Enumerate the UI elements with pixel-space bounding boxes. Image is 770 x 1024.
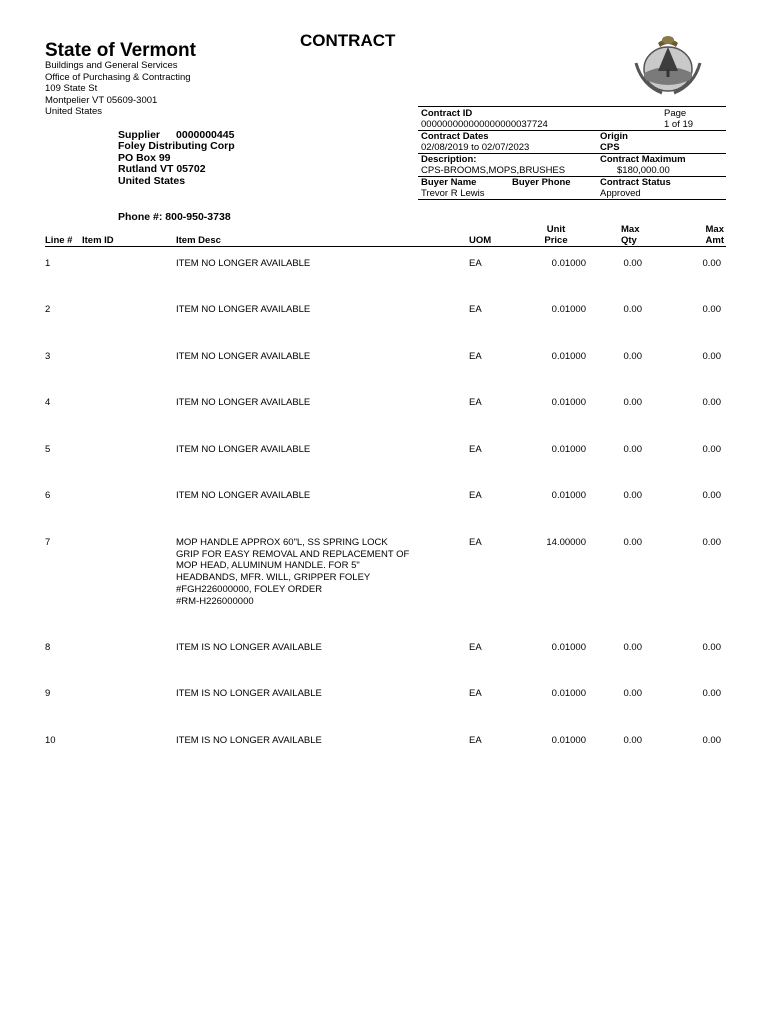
- uom-value: EA: [469, 444, 482, 455]
- max-amt-value: 0.00: [702, 642, 721, 653]
- max-qty-value: 0.00: [623, 444, 642, 455]
- contract-dates-value: 02/08/2019 to 02/07/2023: [421, 142, 530, 153]
- uom-value: EA: [469, 735, 482, 746]
- column-header-uom: UOM: [469, 235, 492, 246]
- supplier-block: [118, 130, 235, 187]
- line-number: 1: [45, 258, 51, 269]
- max-qty-value: 0.00: [623, 397, 642, 408]
- item-description: ITEM NO LONGER AVAILABLE: [176, 490, 311, 501]
- max-amt-value: 0.00: [702, 490, 721, 501]
- uom-value: EA: [469, 304, 482, 315]
- amt-label: Amt: [705, 235, 724, 246]
- max-qty-value: 0.00: [623, 735, 642, 746]
- address-line: United States: [45, 106, 103, 118]
- uom-value: EA: [469, 258, 482, 269]
- supplier-name: Foley Distributing Corp: [118, 140, 235, 153]
- buyer-phone-label: Buyer Phone: [512, 177, 571, 188]
- office-address: [45, 60, 191, 118]
- contract-dates-label: Contract Dates: [421, 131, 489, 142]
- uom-value: EA: [469, 537, 482, 548]
- max-qty-value: 0.00: [623, 688, 642, 699]
- column-header-line: Line #: [45, 235, 73, 246]
- line-number: 8: [45, 642, 51, 653]
- max-amt-value: 0.00: [702, 688, 721, 699]
- contract-status-label: Contract Status: [600, 177, 671, 188]
- contract-id-value: 000000000000000000037724: [421, 119, 548, 130]
- max-amt-value: 0.00: [702, 537, 721, 548]
- contract-maximum-label: Contract Maximum: [600, 154, 686, 165]
- organization-name: State of Vermont: [45, 40, 196, 61]
- address-line: Buildings and General Services: [45, 60, 178, 71]
- max-amt-value: 0.00: [702, 735, 721, 746]
- max-qty-value: 0.00: [623, 351, 642, 362]
- contract-id-label: Contract ID: [421, 108, 473, 119]
- line-number: 10: [45, 735, 56, 746]
- unit-price-value: 0.01000: [551, 642, 586, 653]
- address-line: Office of Purchasing & Contracting: [45, 71, 191, 83]
- column-header-max-amt: [684, 224, 724, 246]
- max-label: Max: [705, 224, 724, 235]
- buyer-name-label: Buyer Name: [421, 177, 477, 188]
- max-qty-value: 0.00: [623, 258, 642, 269]
- supplier-address-line: Rutland VT 05702: [118, 163, 206, 176]
- divider: [418, 199, 726, 200]
- description-label: Description:: [421, 154, 477, 165]
- unit-price-value: 0.01000: [551, 397, 586, 408]
- item-description: ITEM NO LONGER AVAILABLE: [176, 444, 311, 455]
- unit-price-value: 0.01000: [551, 490, 586, 501]
- unit-label: Unit: [546, 224, 566, 235]
- uom-value: EA: [469, 642, 482, 653]
- max-amt-value: 0.00: [702, 444, 721, 455]
- column-header-item-id: Item ID: [82, 235, 114, 246]
- item-description: MOP HANDLE APPROX 60"L, SS SPRING LOCK GRIP FOR EASY REMOVAL AND REPLACEMENT OF MOP HEAD, ALUMINUM HANDLE. FOR 5" HEADBANDS, MFR. WILL, GRIPPER FOLEY #FGH226000000, FOLEY ORDER #RM-H226000000: [176, 537, 410, 607]
- phone-number: 800-950-3738: [165, 211, 231, 223]
- uom-value: EA: [469, 490, 482, 501]
- line-number: 6: [45, 490, 51, 501]
- column-header-max-qty: [621, 224, 639, 246]
- line-number: 4: [45, 397, 51, 408]
- origin-label: Origin: [600, 131, 628, 142]
- uom-value: EA: [469, 351, 482, 362]
- item-description: ITEM IS NO LONGER AVAILABLE: [176, 642, 322, 653]
- item-description: ITEM NO LONGER AVAILABLE: [176, 304, 311, 315]
- column-header-item-desc: Item Desc: [176, 235, 221, 246]
- price-label: Price: [544, 235, 568, 246]
- max-amt-value: 0.00: [702, 304, 721, 315]
- item-description: ITEM NO LONGER AVAILABLE: [176, 351, 311, 362]
- supplier-phone: [118, 211, 231, 223]
- buyer-name-value: Trevor R Lewis: [421, 188, 485, 199]
- max-amt-value: 0.00: [702, 351, 721, 362]
- supplier-label: Supplier: [118, 129, 161, 141]
- supplier-country: United States: [118, 174, 186, 187]
- supplier-id: 0000000445: [176, 129, 235, 141]
- unit-price-value: 14.00000: [546, 537, 586, 548]
- vermont-state-seal-icon: [632, 33, 704, 101]
- address-line: Montpelier VT 05609-3001: [45, 94, 158, 106]
- qty-label: Qty: [621, 235, 637, 246]
- origin-value: CPS: [600, 142, 620, 153]
- phone-label: Phone #:: [118, 211, 163, 223]
- divider: [418, 106, 726, 107]
- address-line: 109 State St: [45, 83, 98, 95]
- max-qty-value: 0.00: [623, 490, 642, 501]
- unit-price-value: 0.01000: [551, 688, 586, 699]
- page-value: 1 of 19: [664, 119, 694, 130]
- max-qty-value: 0.00: [623, 304, 642, 315]
- description-value: CPS-BROOMS,MOPS,BRUSHES: [421, 165, 566, 176]
- line-number: 3: [45, 351, 51, 362]
- table-header-divider: [45, 246, 726, 247]
- unit-price-value: 0.01000: [551, 258, 586, 269]
- item-description: ITEM NO LONGER AVAILABLE: [176, 397, 311, 408]
- max-qty-value: 0.00: [623, 642, 642, 653]
- item-description: ITEM NO LONGER AVAILABLE: [176, 258, 311, 269]
- contract-maximum-value: $180,000.00: [617, 165, 670, 176]
- line-number: 9: [45, 688, 51, 699]
- line-number: 5: [45, 444, 51, 455]
- document-title: CONTRACT: [300, 31, 396, 50]
- max-qty-value: 0.00: [623, 537, 642, 548]
- uom-value: EA: [469, 397, 482, 408]
- line-number: 2: [45, 304, 51, 315]
- contract-status-value: Approved: [600, 188, 641, 199]
- max-amt-value: 0.00: [702, 258, 721, 269]
- max-amt-value: 0.00: [702, 397, 721, 408]
- unit-price-value: 0.01000: [551, 735, 586, 746]
- unit-price-value: 0.01000: [551, 351, 586, 362]
- max-label: Max: [621, 224, 640, 235]
- item-description: ITEM IS NO LONGER AVAILABLE: [176, 688, 322, 699]
- page-label: Page: [664, 108, 687, 119]
- supplier-address-line: PO Box 99: [118, 151, 171, 164]
- unit-price-value: 0.01000: [551, 444, 586, 455]
- column-header-unit-price: [536, 224, 576, 246]
- line-number: 7: [45, 537, 51, 548]
- uom-value: EA: [469, 688, 482, 699]
- item-description: ITEM IS NO LONGER AVAILABLE: [176, 735, 322, 746]
- unit-price-value: 0.01000: [551, 304, 586, 315]
